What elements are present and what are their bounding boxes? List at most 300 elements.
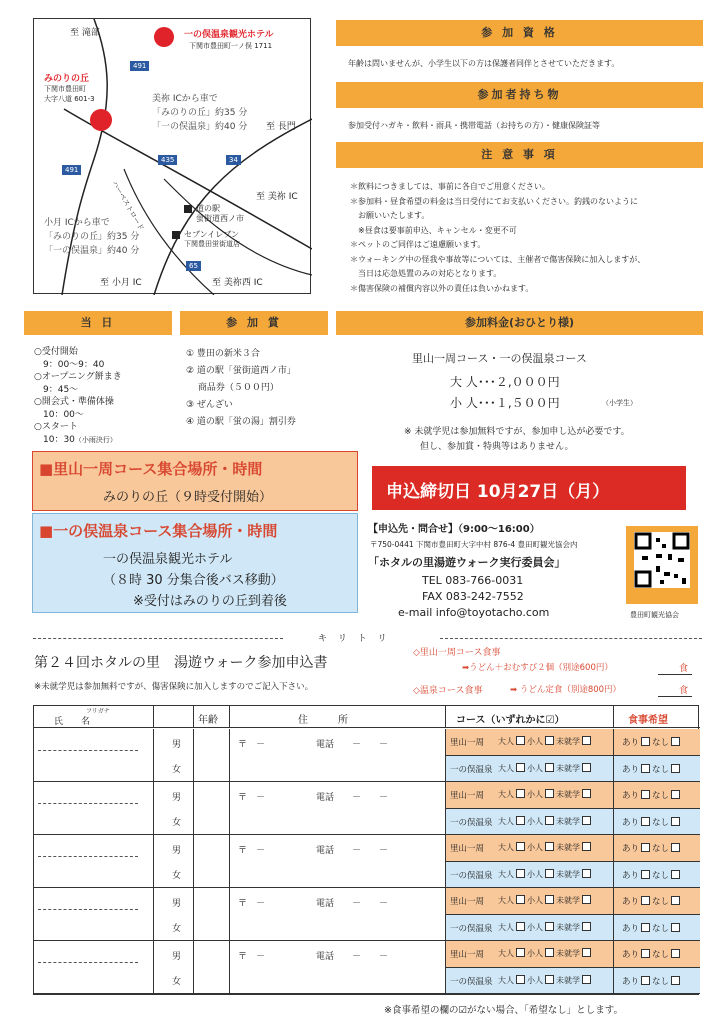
meal-onsen-cell bbox=[614, 968, 700, 995]
meal-satoyama-options bbox=[622, 895, 682, 907]
child-label: 小人 bbox=[527, 922, 543, 932]
meal1-label: ◇里山一周コース食事 bbox=[413, 648, 501, 658]
meal-no-label: なし bbox=[652, 870, 670, 881]
child-checkbox[interactable] bbox=[545, 763, 554, 772]
contact-title: 【申込先・問合せ】（9:00～16:00） bbox=[368, 524, 540, 535]
qualification-header: 参 加 資 格 bbox=[336, 20, 703, 46]
course-satoyama-cell bbox=[446, 941, 614, 968]
postal-label: 〒 － bbox=[238, 740, 266, 750]
fee-header: 参加料金(おひとり様) bbox=[336, 311, 703, 335]
preschool-label: 未就学 bbox=[556, 896, 580, 905]
contact-org: 「ホタルの里湯遊ウォーク実行委員会」 bbox=[368, 556, 566, 569]
course-satoyama-options bbox=[498, 895, 593, 906]
meal-no-checkbox[interactable] bbox=[671, 896, 680, 905]
meal-satoyama-options bbox=[622, 789, 682, 801]
course-onsen-options bbox=[498, 975, 593, 986]
postal-label: 〒 － bbox=[238, 899, 266, 909]
course-onsen-cell bbox=[446, 862, 614, 889]
meal-satoyama-cell bbox=[614, 729, 700, 756]
header-name: 氏 名 bbox=[54, 717, 91, 727]
contact-fax: FAX 083-242-7552 bbox=[422, 590, 524, 603]
address-input[interactable] bbox=[230, 941, 446, 994]
midori-address-1: 下関市豊田町 bbox=[44, 85, 86, 93]
gender-cell[interactable] bbox=[154, 888, 194, 941]
gender-cell[interactable] bbox=[154, 941, 194, 994]
meal-onsen-options bbox=[622, 816, 682, 828]
child-checkbox[interactable] bbox=[545, 975, 554, 984]
name-input-cell[interactable] bbox=[34, 729, 154, 782]
child-label: 小人 bbox=[527, 843, 543, 852]
header-name-cell bbox=[34, 706, 154, 728]
notes-list bbox=[350, 180, 645, 296]
meal-no-label: なし bbox=[652, 764, 670, 775]
meal1-blank[interactable] bbox=[658, 674, 692, 675]
meal-satoyama-options bbox=[622, 948, 682, 960]
course-satoyama-options bbox=[498, 789, 593, 800]
phone-label: 電話 － － bbox=[316, 793, 389, 803]
preschool-label: 未就学 bbox=[556, 790, 580, 799]
table-row bbox=[34, 835, 700, 888]
child-checkbox[interactable] bbox=[545, 922, 554, 931]
day-item: 10：00～ bbox=[34, 409, 84, 420]
meal-no-label: なし bbox=[652, 738, 670, 748]
prize-item: 商品券（５００円） bbox=[186, 383, 279, 393]
meal1-detail: ➡うどん＋おむすび２個（別途600円） bbox=[462, 663, 613, 673]
meal-onsen-cell bbox=[614, 809, 700, 836]
application-table bbox=[33, 705, 699, 995]
meal-satoyama-cell bbox=[614, 941, 700, 968]
meal2-detail: ➡ うどん定食（別途800円） bbox=[510, 685, 622, 695]
course-satoyama-label: 里山一周 bbox=[450, 844, 485, 854]
child-label: 小人 bbox=[527, 763, 543, 773]
meal-yes-label: あり bbox=[622, 976, 640, 987]
midori-address-2: 大字八道 601-3 bbox=[44, 95, 95, 103]
meal-yes-checkbox[interactable] bbox=[641, 923, 650, 932]
seven-eleven-marker-icon bbox=[172, 231, 180, 239]
meal-no-checkbox[interactable] bbox=[671, 870, 680, 879]
meal2-unit: 食 bbox=[679, 686, 689, 696]
course-satoyama-options bbox=[498, 948, 593, 959]
form-note: ※未就学児は参加無料ですが、傷害保険に加入しますのでご記入下さい。 bbox=[34, 682, 314, 692]
day-schedule bbox=[34, 346, 122, 446]
note-item: ＊ウォーキング中の怪我や事故等については、主催者で傷害保険に加入しますが、 bbox=[350, 254, 646, 264]
gender-female[interactable]: 女 bbox=[172, 817, 182, 828]
meal-yes-checkbox[interactable] bbox=[641, 790, 650, 799]
adult-checkbox[interactable] bbox=[516, 869, 525, 878]
note-item: ※昼食は要事前申込、キャンセル・変更不可 bbox=[350, 225, 517, 235]
header-age: 年齢 bbox=[198, 715, 218, 726]
adult-label: 大人 bbox=[498, 922, 514, 932]
adult-label: 大人 bbox=[498, 790, 514, 799]
prize-list bbox=[186, 346, 296, 431]
route-491-b-icon: 491 bbox=[62, 165, 81, 175]
gender-male[interactable]: 男 bbox=[172, 740, 182, 750]
meal-satoyama-options bbox=[622, 736, 682, 748]
adult-label: 大人 bbox=[498, 843, 514, 852]
table-row bbox=[34, 941, 700, 994]
meal-onsen-cell bbox=[614, 862, 700, 889]
child-checkbox[interactable] bbox=[545, 869, 554, 878]
meal-no-label: なし bbox=[652, 844, 670, 854]
day-item: 9：00～9：40 bbox=[34, 359, 105, 370]
age-input[interactable] bbox=[194, 729, 230, 782]
course-satoyama-label: 里山一周 bbox=[450, 791, 485, 801]
meal-satoyama-cell bbox=[614, 835, 700, 862]
adult-checkbox[interactable] bbox=[516, 948, 525, 957]
gender-cell[interactable] bbox=[154, 729, 194, 782]
meal-no-label: なし bbox=[652, 923, 670, 934]
preschool-label: 未就学 bbox=[556, 763, 580, 773]
meal-onsen-options bbox=[622, 869, 682, 881]
day-item: 9：45～ bbox=[34, 384, 79, 395]
deadline-banner bbox=[372, 466, 686, 510]
course-onsen-cell bbox=[446, 756, 614, 783]
address-input[interactable] bbox=[230, 835, 446, 888]
nagato-label: 至 長門 bbox=[266, 122, 296, 132]
adult-checkbox[interactable] bbox=[516, 789, 525, 798]
mine-to-hotel: 「一の俣温泉」約40 分 bbox=[152, 122, 248, 132]
meal-yes-label: あり bbox=[622, 923, 640, 934]
name-input-cell[interactable] bbox=[34, 782, 154, 835]
gender-male[interactable]: 男 bbox=[172, 793, 182, 803]
michi-no-eki-marker-icon bbox=[184, 205, 192, 213]
age-input[interactable] bbox=[194, 888, 230, 941]
hotel-name: 一の俣温泉観光ホテル bbox=[184, 30, 274, 40]
from-mine-ic: 美祢 ICから車で bbox=[152, 94, 218, 104]
course-satoyama-options bbox=[498, 842, 593, 853]
harvest-road-label: ハーベストロード bbox=[110, 179, 146, 232]
deadline-text: 申込締切日 10月27日（月） bbox=[386, 482, 610, 502]
route-34-icon: 34 bbox=[226, 155, 241, 165]
start-note: （小雨決行） bbox=[74, 435, 117, 444]
address-input[interactable] bbox=[230, 888, 446, 941]
meal-yes-checkbox[interactable] bbox=[641, 976, 650, 985]
gender-female[interactable]: 女 bbox=[172, 976, 182, 987]
meal-yes-checkbox[interactable] bbox=[641, 870, 650, 879]
note-item: ＊傷害保険の補償内容以外の責任は負いかねます。 bbox=[350, 283, 534, 293]
mine-ic-label: 至 美祢 IC bbox=[256, 192, 298, 202]
gender-male[interactable]: 男 bbox=[172, 899, 182, 909]
course-onsen-cell bbox=[446, 968, 614, 995]
fee-child: 小 人･･･１,５００円 bbox=[450, 396, 560, 410]
satoyama-assembly-detail: みのりの丘（９時受付開始） bbox=[103, 490, 273, 505]
meal-no-checkbox[interactable] bbox=[671, 976, 680, 985]
preschool-checkbox[interactable] bbox=[582, 869, 591, 878]
meal-no-label: なし bbox=[652, 976, 670, 987]
address-input[interactable] bbox=[230, 729, 446, 782]
note-item: 当日は応急処置のみの対応となります。 bbox=[350, 269, 502, 278]
course-satoyama-label: 里山一周 bbox=[450, 738, 485, 748]
meal-no-label: なし bbox=[652, 950, 670, 960]
child-label: 小人 bbox=[527, 975, 543, 985]
header-course-cell bbox=[446, 706, 614, 728]
meal-yes-label: あり bbox=[622, 844, 640, 854]
note-item: ＊飲料につきましては、事前に各自でご用意ください。 bbox=[350, 182, 550, 191]
adult-label: 大人 bbox=[498, 896, 514, 905]
meal-no-checkbox[interactable] bbox=[671, 790, 680, 799]
adult-label: 大人 bbox=[498, 763, 514, 773]
phone-label: 電話 － － bbox=[316, 846, 389, 856]
adult-checkbox[interactable] bbox=[516, 763, 525, 772]
fee-course: 里山一周コース・一の俣温泉コース bbox=[412, 352, 587, 365]
course-onsen-options bbox=[498, 922, 593, 933]
kozuki-to-midori: 「みのりの丘」約35 分 bbox=[44, 232, 140, 242]
course-onsen-label: 一の俣温泉 bbox=[450, 923, 493, 934]
gender-male[interactable]: 男 bbox=[172, 846, 182, 856]
day-item: ○受付開始 bbox=[34, 347, 78, 357]
meal-yes-label: あり bbox=[622, 950, 640, 960]
postal-label: 〒 － bbox=[238, 952, 266, 962]
fee-note-1: ※ 未就学児は参加無料ですが、参加申し込が必要です。 bbox=[404, 427, 630, 437]
contact-tel: TEL 083-766-0031 bbox=[422, 574, 524, 587]
header-age-cell bbox=[194, 706, 230, 728]
preschool-label: 未就学 bbox=[556, 816, 580, 826]
header-gender-cell bbox=[154, 706, 194, 728]
kozuki-ic-label: 至 小月 IC bbox=[100, 278, 142, 288]
course-onsen-label: 一の俣温泉 bbox=[450, 764, 493, 775]
preschool-checkbox[interactable] bbox=[582, 736, 591, 745]
fee-child-note: （小学生） bbox=[602, 399, 637, 407]
preschool-checkbox[interactable] bbox=[582, 948, 591, 957]
course-onsen-cell bbox=[446, 915, 614, 942]
course-onsen-options bbox=[498, 869, 593, 880]
prizes-header: 参 加 賞 bbox=[180, 311, 328, 335]
meal-yes-label: あり bbox=[622, 897, 640, 907]
prize-item: ② 道の駅「蛍街道西ノ市」 bbox=[186, 366, 296, 376]
meal-no-checkbox[interactable] bbox=[671, 949, 680, 958]
route-65-icon: 65 bbox=[186, 261, 201, 271]
onsen-assembly-title: ■一の俣温泉コース集合場所・時間 bbox=[39, 522, 278, 540]
course-satoyama-label: 里山一周 bbox=[450, 897, 485, 907]
note-item: ＊参加料・昼食希望の料金は当日受付にてお支払いください。釣銭のないように bbox=[350, 196, 638, 206]
meal-yes-checkbox[interactable] bbox=[641, 843, 650, 852]
adult-label: 大人 bbox=[498, 869, 514, 879]
from-kozuki-ic: 小月 ICから車で bbox=[44, 218, 110, 228]
child-label: 小人 bbox=[527, 949, 543, 958]
note-item: お願いいたします。 bbox=[350, 211, 430, 220]
adult-label: 大人 bbox=[498, 949, 514, 958]
course-satoyama-cell bbox=[446, 888, 614, 915]
header-address-cell bbox=[230, 706, 446, 728]
age-input[interactable] bbox=[194, 782, 230, 835]
contact-email[interactable]: e-mail info@toyotacho.com bbox=[398, 606, 550, 619]
gender-cell[interactable] bbox=[154, 782, 194, 835]
age-input[interactable] bbox=[194, 941, 230, 994]
meal-yes-checkbox[interactable] bbox=[641, 896, 650, 905]
form-footer: ※食事希望の欄の☑がない場合、「希望なし」とします。 bbox=[384, 1005, 623, 1016]
meal-yes-checkbox[interactable] bbox=[641, 764, 650, 773]
onsen-assembly-line2: （８時 30 分集合後バス移動） bbox=[103, 573, 284, 588]
gender-male[interactable]: 男 bbox=[172, 952, 182, 962]
child-checkbox[interactable] bbox=[545, 842, 554, 851]
child-checkbox[interactable] bbox=[545, 816, 554, 825]
meal-yes-label: あり bbox=[622, 738, 640, 748]
notes-header: 注 意 事 項 bbox=[336, 142, 703, 168]
postal-label: 〒 － bbox=[238, 846, 266, 856]
name-input-cell[interactable] bbox=[34, 941, 154, 994]
gender-cell[interactable] bbox=[154, 835, 194, 888]
child-label: 小人 bbox=[527, 737, 543, 746]
course-onsen-options bbox=[498, 763, 593, 774]
preschool-checkbox[interactable] bbox=[582, 922, 591, 931]
header-address: 住 所 bbox=[298, 715, 348, 726]
adult-checkbox[interactable] bbox=[516, 895, 525, 904]
adult-checkbox[interactable] bbox=[516, 842, 525, 851]
child-checkbox[interactable] bbox=[545, 895, 554, 904]
adult-checkbox[interactable] bbox=[516, 975, 525, 984]
meal2-blank[interactable] bbox=[658, 696, 692, 697]
satoyama-assembly-box bbox=[32, 451, 358, 511]
course-satoyama-label: 里山一周 bbox=[450, 950, 485, 960]
meal-onsen-options bbox=[622, 763, 682, 775]
contact-address: 〒750-0441 下関市豊田町大字中村 876-4 豊田町観光協会内 bbox=[370, 540, 578, 549]
prize-item: ① 豊田の新米３合 bbox=[186, 349, 260, 359]
onsen-assembly-line3: ※受付はみのりの丘到着後 bbox=[133, 594, 287, 609]
preschool-label: 未就学 bbox=[556, 949, 580, 958]
onsen-assembly-line1: 一の俣温泉観光ホテル bbox=[103, 552, 233, 567]
gender-female[interactable]: 女 bbox=[172, 923, 182, 934]
furigana-divider bbox=[38, 803, 138, 804]
belongings-header: 参加者持ち物 bbox=[336, 82, 703, 108]
meal-no-checkbox[interactable] bbox=[671, 764, 680, 773]
route-491-a-icon: 491 bbox=[130, 61, 149, 71]
fee-note-2: 但し、参加賞・特典等はありません。 bbox=[420, 442, 574, 452]
qr-caption: 豊田町観光協会 bbox=[630, 611, 679, 619]
onsen-assembly-box bbox=[32, 513, 358, 613]
child-label: 小人 bbox=[527, 790, 543, 799]
seven-2: 下関豊田蛍街道店 bbox=[184, 240, 240, 248]
phone-label: 電話 － － bbox=[316, 740, 389, 750]
address-input[interactable] bbox=[230, 782, 446, 835]
satoyama-assembly-title: ■里山一周コース集合場所・時間 bbox=[39, 460, 263, 478]
course-satoyama-cell bbox=[446, 729, 614, 756]
preschool-checkbox[interactable] bbox=[582, 842, 591, 851]
meal-onsen-cell bbox=[614, 915, 700, 942]
adult-label: 大人 bbox=[498, 816, 514, 826]
minenishi-ic-label: 至 美祢西 IC bbox=[212, 278, 263, 288]
adult-checkbox[interactable] bbox=[516, 816, 525, 825]
course-onsen-label: 一の俣温泉 bbox=[450, 870, 493, 881]
michi-no-eki-2: 蛍街道西ノ市 bbox=[196, 214, 244, 223]
phone-label: 電話 － － bbox=[316, 899, 389, 909]
meal-yes-checkbox[interactable] bbox=[641, 737, 650, 746]
cut-line-left bbox=[33, 638, 283, 639]
qualification-text: 年齢は問いませんが、小学生以下の方は保護者同伴とさせていただきます。 bbox=[348, 59, 620, 68]
meal-satoyama-options bbox=[622, 842, 682, 854]
meal-no-checkbox[interactable] bbox=[671, 737, 680, 746]
midori-name: みのりの丘 bbox=[44, 74, 90, 84]
child-checkbox[interactable] bbox=[545, 736, 554, 745]
furigana-divider bbox=[38, 856, 138, 857]
child-label: 小人 bbox=[527, 816, 543, 826]
preschool-label: 未就学 bbox=[556, 922, 580, 932]
postal-label: 〒 － bbox=[238, 793, 266, 803]
day-item: ○オープニング餅まき bbox=[34, 372, 122, 382]
hotel-marker-icon bbox=[154, 27, 174, 47]
meal-yes-label: あり bbox=[622, 817, 640, 828]
header-meal-cell bbox=[614, 706, 700, 728]
table-row bbox=[34, 888, 700, 941]
meal-no-label: なし bbox=[652, 791, 670, 801]
table-header-row bbox=[34, 706, 700, 728]
form-title: 第２４回ホタルの里 湯遊ウォーク参加申込書 bbox=[34, 655, 328, 671]
meal-no-label: なし bbox=[652, 897, 670, 907]
table-row bbox=[34, 782, 700, 835]
mine-to-midori: 「みのりの丘」約35 分 bbox=[152, 108, 248, 118]
qr-code-icon[interactable] bbox=[634, 532, 690, 588]
preschool-label: 未就学 bbox=[556, 843, 580, 852]
child-label: 小人 bbox=[527, 896, 543, 905]
meal-yes-label: あり bbox=[622, 791, 640, 801]
cut-label: キ リ ト リ bbox=[318, 634, 391, 644]
belongings-text: 参加受付ハガキ・飲料・雨具・携帯電話（お持ちの方）・健康保険証等 bbox=[348, 121, 600, 130]
table-row bbox=[34, 729, 700, 782]
header-course: コース（いずれかに☑） bbox=[456, 715, 565, 726]
preschool-checkbox[interactable] bbox=[582, 975, 591, 984]
meal-yes-checkbox[interactable] bbox=[641, 949, 650, 958]
gender-female[interactable]: 女 bbox=[172, 870, 182, 881]
adult-checkbox[interactable] bbox=[516, 922, 525, 931]
child-checkbox[interactable] bbox=[545, 948, 554, 957]
header-furigana: フリガナ bbox=[86, 708, 110, 715]
fee-adult: 大 人･･･２,０００円 bbox=[450, 375, 560, 389]
name-input-cell[interactable] bbox=[34, 888, 154, 941]
preschool-label: 未就学 bbox=[556, 869, 580, 879]
meal-no-checkbox[interactable] bbox=[671, 817, 680, 826]
meal-onsen-options bbox=[622, 922, 682, 934]
gender-female[interactable]: 女 bbox=[172, 764, 182, 775]
course-satoyama-cell bbox=[446, 782, 614, 809]
seven-1: セブンイレブン bbox=[184, 230, 239, 239]
adult-checkbox[interactable] bbox=[516, 736, 525, 745]
age-input[interactable] bbox=[194, 835, 230, 888]
adult-label: 大人 bbox=[498, 737, 514, 746]
course-onsen-options bbox=[498, 816, 593, 827]
preschool-checkbox[interactable] bbox=[582, 763, 591, 772]
preschool-checkbox[interactable] bbox=[582, 816, 591, 825]
michi-no-eki-1: 道の駅 bbox=[196, 204, 220, 213]
name-input-cell[interactable] bbox=[34, 835, 154, 888]
note-item: ＊ペットのご同伴はご遠慮願います。 bbox=[350, 240, 486, 249]
day-item: ○スタート bbox=[34, 422, 78, 432]
preschool-checkbox[interactable] bbox=[582, 895, 591, 904]
child-checkbox[interactable] bbox=[545, 789, 554, 798]
meal-onsen-cell bbox=[614, 756, 700, 783]
meal-satoyama-cell bbox=[614, 782, 700, 809]
north-label: 至 滝部 bbox=[70, 28, 100, 38]
meal-no-checkbox[interactable] bbox=[671, 843, 680, 852]
child-label: 小人 bbox=[527, 869, 543, 879]
preschool-checkbox[interactable] bbox=[582, 789, 591, 798]
day-header: 当 日 bbox=[24, 311, 172, 335]
adult-label: 大人 bbox=[498, 975, 514, 985]
course-satoyama-cell bbox=[446, 835, 614, 862]
meal-no-label: なし bbox=[652, 817, 670, 828]
hotel-address: 下関市豊田町一ノ俣 1711 bbox=[189, 42, 273, 50]
qr-frame bbox=[626, 526, 698, 604]
furigana-divider bbox=[38, 962, 138, 963]
course-onsen-cell bbox=[446, 809, 614, 836]
meal-yes-label: あり bbox=[622, 764, 640, 775]
meal-satoyama-cell bbox=[614, 888, 700, 915]
preschool-label: 未就学 bbox=[556, 737, 580, 746]
kozuki-to-hotel: 「一の俣温泉」約40 分 bbox=[44, 246, 140, 256]
course-onsen-label: 一の俣温泉 bbox=[450, 976, 493, 987]
meal-yes-checkbox[interactable] bbox=[641, 817, 650, 826]
cut-line-right bbox=[440, 638, 702, 639]
meal-no-checkbox[interactable] bbox=[671, 923, 680, 932]
phone-label: 電話 － － bbox=[316, 952, 389, 962]
